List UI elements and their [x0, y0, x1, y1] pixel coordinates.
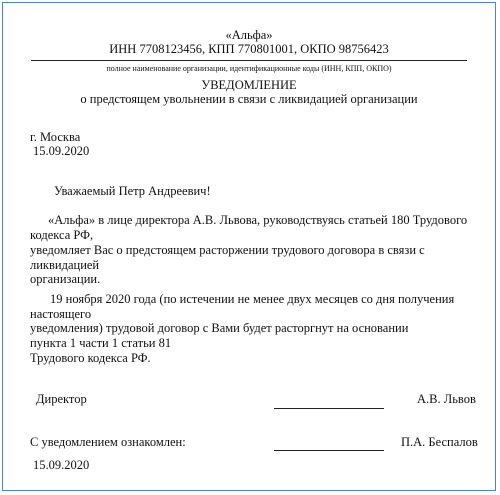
paragraph-line: настоящего — [30, 307, 92, 321]
employee-name: П.А. Беспалов — [401, 435, 478, 449]
document-page — [2, 2, 496, 491]
paragraph-line: организации. — [30, 272, 101, 286]
paragraph-line: уведомляет Вас о предстоящем расторжении трудового договора в связи с — [30, 243, 425, 257]
header-caption: полное наименование организации, идентификационные коды (ИНН, КПП, ОКПО) — [106, 64, 392, 73]
acknowledgement-label: С уведомлением ознакомлен: — [30, 435, 186, 449]
director-name: А.В. Львов — [417, 392, 476, 406]
acknowledgement-date: 15.09.2020 — [33, 458, 90, 472]
paragraph-line: пункта 1 части 1 статьи 81 — [30, 336, 172, 350]
paragraph-line: «Альфа» в лице директора А.В. Львова, руководствуясь статьей 180 Трудового — [48, 213, 468, 227]
paragraph-line: ликвидацией — [30, 258, 100, 272]
document-subtitle: о предстоящем увольнении в связи с ликвидацией организации — [80, 92, 418, 106]
city: г. Москва — [30, 130, 81, 144]
employee-signature-line — [274, 450, 384, 451]
director-signature-line — [274, 408, 384, 409]
paragraph-line: Трудового кодекса РФ. — [30, 351, 151, 365]
paragraph-line: уведомления) трудовой договор с Вами будет расторгнут на основании — [30, 321, 409, 335]
document-title: УВЕДОМЛЕНИЕ — [201, 78, 297, 92]
paragraph-line: кодекса РФ, — [30, 228, 94, 242]
greeting: Уважаемый Петр Андреевич! — [54, 184, 211, 198]
org-codes: ИНН 7708123456, КПП 770801001, ОКПО 98756423 — [109, 42, 389, 56]
document-date: 15.09.2020 — [33, 144, 90, 158]
director-label: Директор — [36, 392, 87, 406]
paragraph-line: 19 ноября 2020 года (по истечении не менее двух месяцев со дня получения — [50, 292, 455, 306]
org-name: «Альфа» — [225, 28, 273, 42]
header-divider — [31, 60, 467, 61]
